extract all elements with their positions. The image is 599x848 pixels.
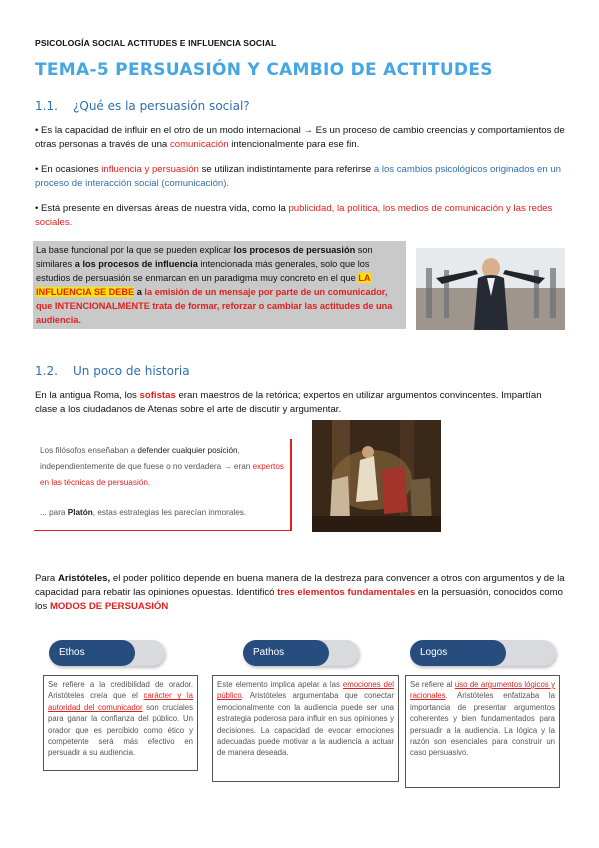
text: , estas estrategias les parecían inmorales. xyxy=(92,508,247,517)
text: intencionalmente para ese fin. xyxy=(228,139,360,150)
section-2-heading xyxy=(35,364,190,378)
ethos-pill xyxy=(49,640,165,666)
quote-line-1 xyxy=(40,443,284,491)
text: • Está presente en diversas áreas de nuestra vida, como la xyxy=(35,203,289,214)
history-paragraph xyxy=(35,389,565,417)
text: • Es la capacidad de influir en el otro de un modo internacional → Es un proceso de cambio creencias y comportamientos de otras personas a través de una xyxy=(35,125,565,150)
logos-label: Logos xyxy=(410,640,506,666)
text: eran maestros de la retórica; expertos en utilizar argumentos convincentes. Impartían clase a los ciudadanos de Atenas sobre el arte de discutir y argumentar. xyxy=(35,390,542,415)
text: Se refiere al xyxy=(410,680,455,689)
text: Este elemento implica apelar a las xyxy=(217,680,343,689)
text: . Aristóteles argumentaba que conectar emocionalmente con la audiencia puede ser una estrategia poderosa para influir en sus opiniones y decisiones. La capacidad de evocar emociones adecuadas puede motivar a la audiencia a actuar de manera deseada. xyxy=(217,691,394,758)
bullet-definition xyxy=(35,124,565,152)
text: • En ocasiones xyxy=(35,164,102,175)
section-1-number: 1.1. xyxy=(35,99,58,113)
text: el poder político depende en buena manera de la destreza para convencer a otros con argumentos y de la capacidad para rebatir las opiniones opuestas. Identificó xyxy=(35,573,565,598)
highlight-caracter: carácter y la autoridad del comunicador xyxy=(48,691,193,712)
document-header: PSICOLOGÍA SOCIAL ACTITUDES E INFLUENCIA SOCIAL xyxy=(35,38,277,48)
bullet-areas xyxy=(35,202,565,230)
highlight-tres-elementos: tres elementos fundamentales xyxy=(277,587,416,598)
highlight-yellow: LA INFLUENCIA SE DEBE xyxy=(36,273,371,297)
section-2-number: 1.2. xyxy=(35,364,58,378)
section-2-title: Un poco de historia xyxy=(73,364,190,378)
aristotle-paragraph xyxy=(35,572,565,614)
highlight-influencia: influencia y persuasión xyxy=(101,164,199,175)
text: intencionada más generales, solo que los estudios de persuasión se enmarcan en un paradigma muy concreto en el que xyxy=(36,259,370,283)
logos-card xyxy=(405,675,560,788)
text: . xyxy=(147,478,151,487)
highlight-modos: MODOS DE PERSUASIÓN xyxy=(49,601,169,612)
text: Los filósofos enseñaban a xyxy=(40,446,138,455)
ethos-card xyxy=(43,675,198,771)
section-1-heading xyxy=(35,99,250,113)
highlight-comunicacion: comunicación xyxy=(169,139,229,150)
text: , independientemente de que fuese o no verdadera → eran xyxy=(40,446,253,471)
painting-illustration xyxy=(312,420,441,532)
text: . Aristóteles enfatizaba la importancia de presentar argumentos coherentes y bien fundamentados para persuadir a la audiencia. La lógica y la razón son esenciales para construir un caso persuasivo. xyxy=(410,691,555,758)
highlight-areas: publicidad, la política, los medios de comunicación y las redes sociales. xyxy=(35,203,553,228)
text: en la persuasión, conocidos como los xyxy=(35,587,563,612)
pathos-card xyxy=(212,675,399,782)
text-bold: a los procesos de influencia xyxy=(74,259,198,269)
section-1-title: ¿Qué es la persuasión social? xyxy=(73,99,250,113)
text: son cruciales para ganar la confianza del público. Un orador que es percibido como ético y competente será más efectivo en persuadir a su audiencia. xyxy=(48,702,193,758)
highlight-red: la emisión de un mensaje por parte de un comunicador, que INTENCIONALMENTE trata de formar, reforzar o cambiar las actitudes de una audiencia. xyxy=(36,287,393,325)
text: Para xyxy=(35,573,58,584)
text: se utilizan indistintamente para referirse xyxy=(198,164,374,175)
text-platon: Platón xyxy=(67,508,93,517)
definition-box xyxy=(33,241,406,329)
highlight-argumentos: uso de argumentos lógicos y racionales xyxy=(410,680,555,701)
text: defender cualquier posición xyxy=(137,446,238,455)
highlight-sofistas: sofistas xyxy=(139,390,176,401)
text-aristoteles: Aristóteles, xyxy=(57,573,111,584)
bullet-influence xyxy=(35,163,565,191)
pathos-pill xyxy=(243,640,359,666)
text: son similares xyxy=(36,245,373,269)
text-bold: los procesos de persuasión xyxy=(233,245,356,255)
text: a xyxy=(134,287,145,297)
ethos-label: Ethos xyxy=(49,640,135,666)
highlight-tecnicas: expertos en las técnicas de persuasión xyxy=(40,462,284,487)
text: ... para xyxy=(40,508,68,517)
philosophers-quote-box xyxy=(34,439,292,531)
highlight-cambios: a los cambios psicológicos originados en un proceso de interacción social (comunicación). xyxy=(35,164,561,189)
logos-pill xyxy=(410,640,556,666)
highlight-emociones: emociones del público xyxy=(217,680,394,701)
text: En la antigua Roma, los xyxy=(35,390,140,401)
page-title: TEMA-5 PERSUASIÓN Y CAMBIO DE ACTITUDES xyxy=(35,60,493,80)
quote-line-2 xyxy=(40,505,284,521)
pathos-label: Pathos xyxy=(243,640,329,666)
text: La base funcional por la que se pueden explicar xyxy=(36,245,234,255)
text: Se refiere a la credibilidad de orador. Aristóteles creía que el xyxy=(48,680,193,701)
speaker-illustration xyxy=(416,248,565,330)
speaker-photo xyxy=(416,248,565,330)
socrates-painting xyxy=(312,420,441,532)
